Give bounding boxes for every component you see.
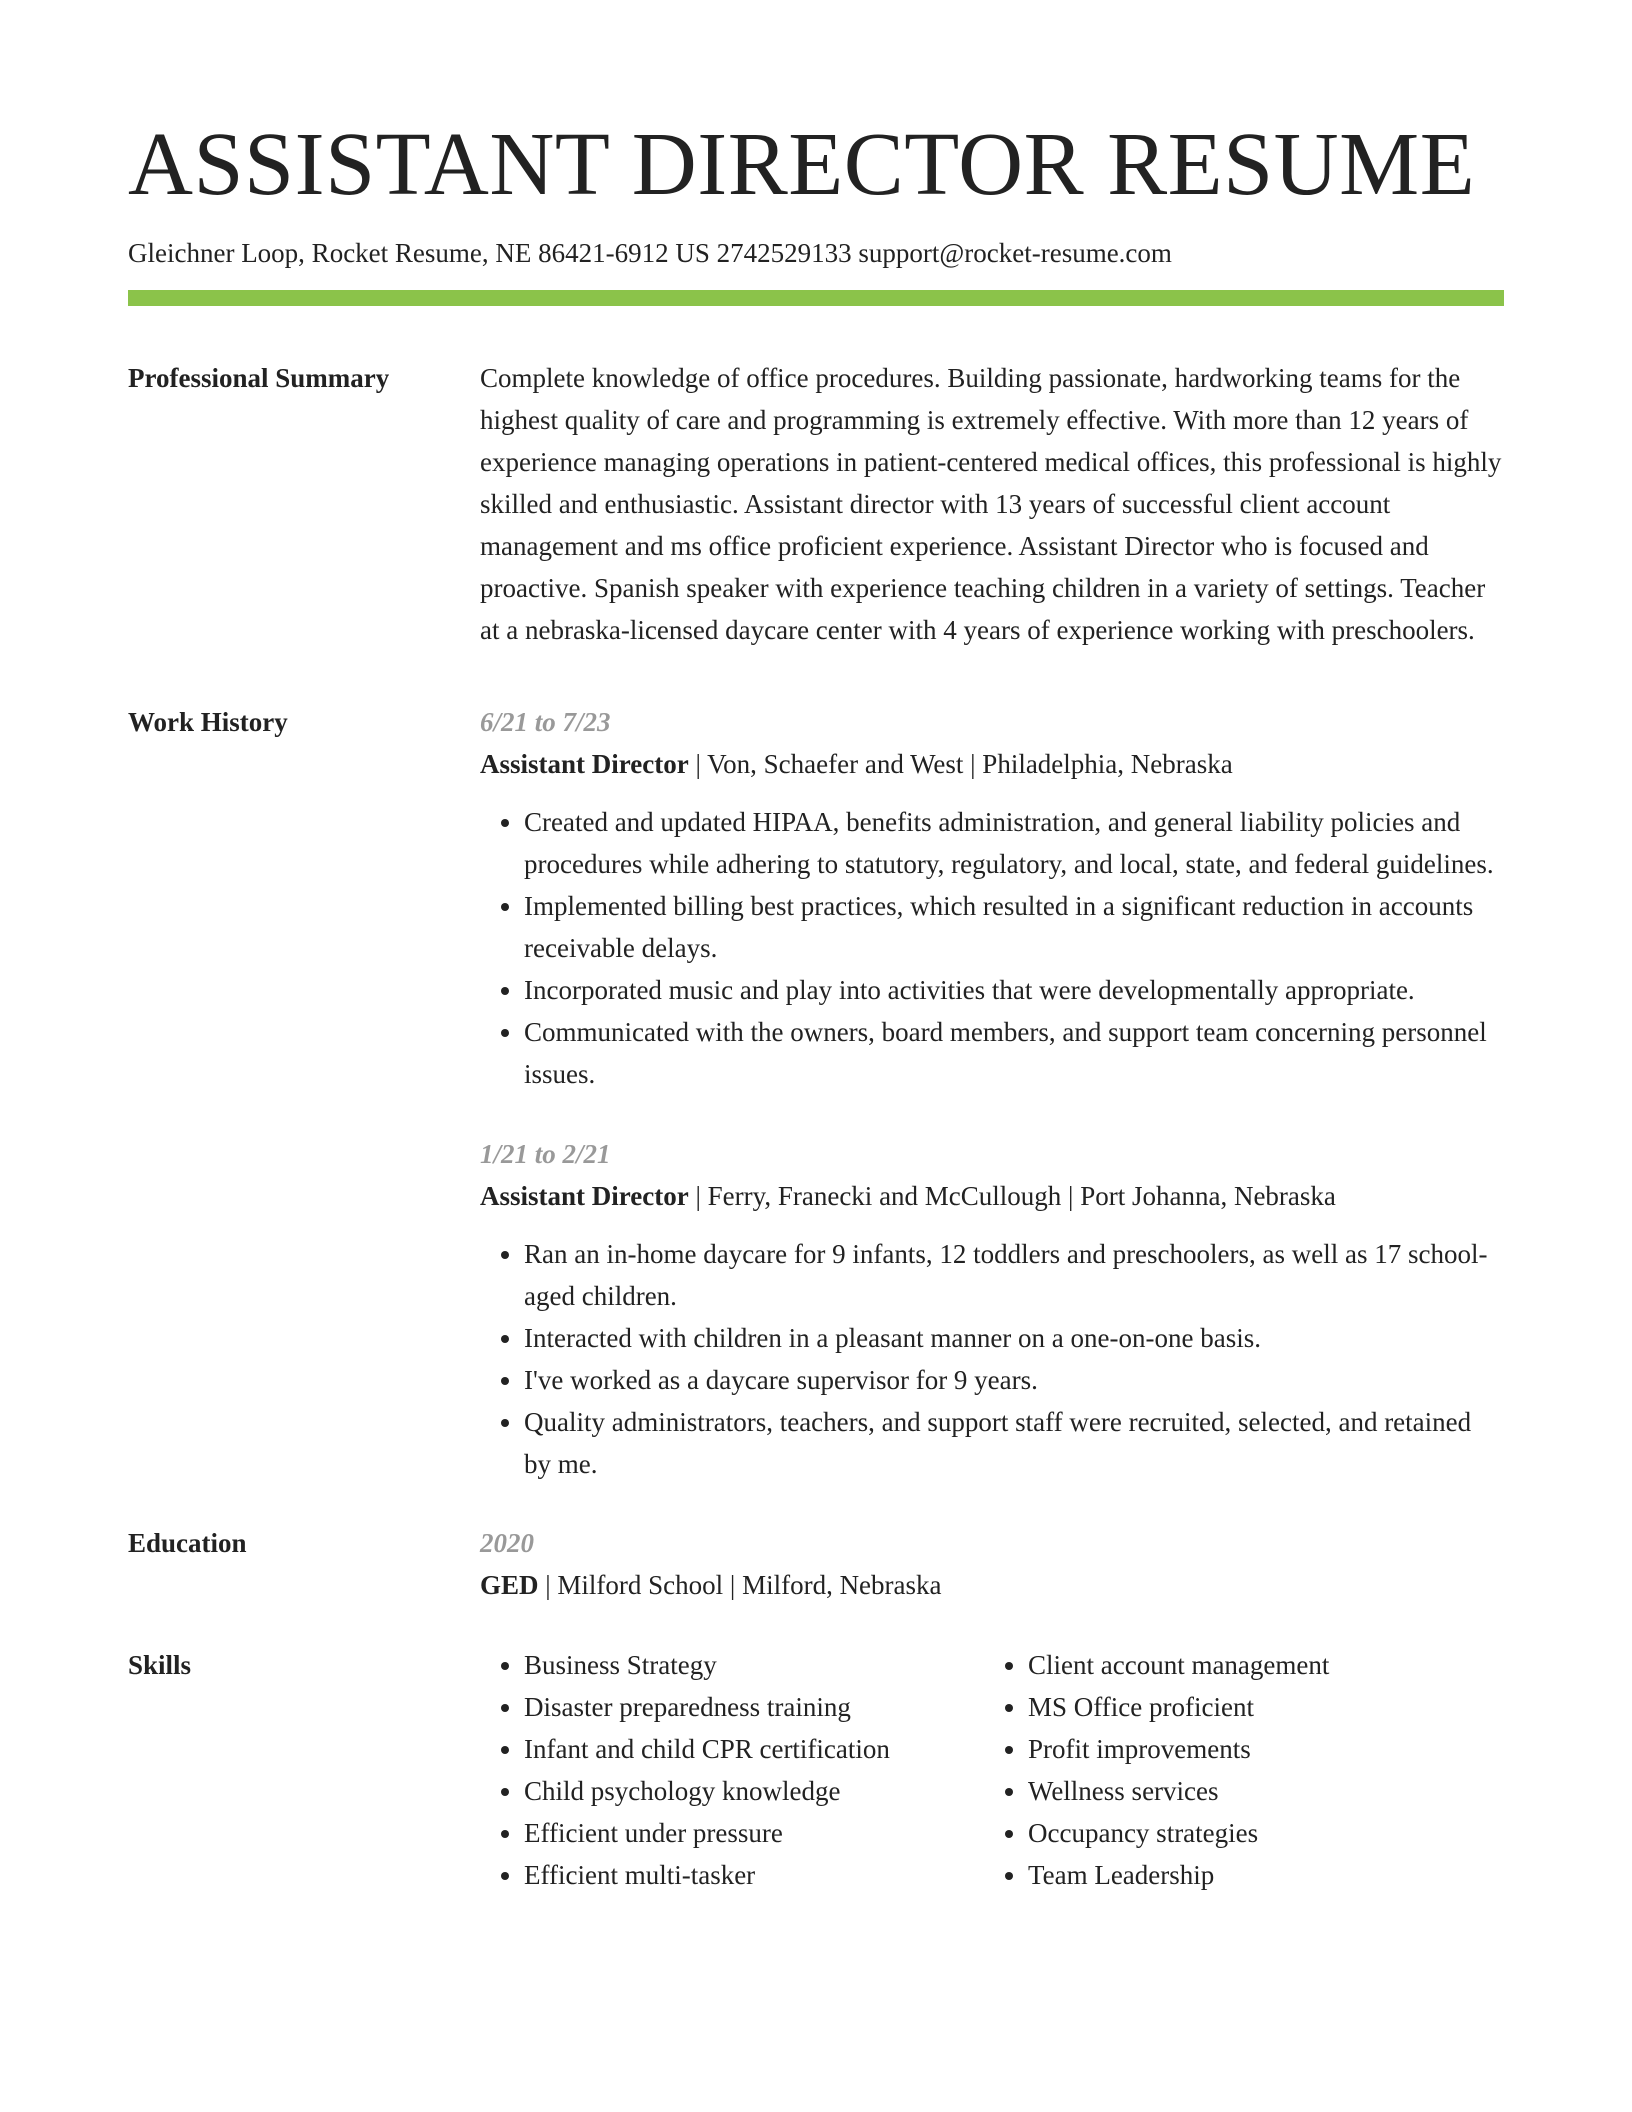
skill-item: • Team Leadership — [1028, 1854, 1488, 1896]
summary-heading: Professional Summary — [128, 363, 390, 393]
skill-item: • Child psychology knowledge — [524, 1770, 984, 1812]
skills-heading: Skills — [128, 1650, 192, 1680]
job-bullets — [480, 1233, 1504, 1485]
skill-item: • Occupancy strategies — [1028, 1812, 1488, 1854]
job-bullet: • Incorporated music and play into activities that were developmentally appropriate. — [524, 969, 1504, 1011]
job-bullet: • Communicated with the owners, board members, and support team concerning personnel issues. — [524, 1011, 1504, 1095]
job-details: | Ferry, Franecki and McCullough | Port Johanna, Nebraska — [688, 1181, 1336, 1211]
job-line — [480, 1175, 1504, 1217]
skill-item: • Disaster preparedness training — [524, 1686, 984, 1728]
education-details: | Milford School | Milford, Nebraska — [538, 1570, 942, 1600]
job-bullet: • Interacted with children in a pleasant manner on a one-on-one basis. — [524, 1317, 1504, 1359]
job-dates: 1/21 to 2/21 — [480, 1139, 611, 1169]
job-entry — [480, 701, 1504, 1095]
job-bullet: • I've worked as a daycare supervisor for 9 years. — [524, 1359, 1504, 1401]
education-line — [480, 1564, 1504, 1606]
skill-item: • Wellness services — [1028, 1770, 1488, 1812]
education-content — [480, 1522, 1504, 1606]
education-year: 2020 — [480, 1528, 534, 1558]
skills-section — [128, 1644, 1504, 1896]
summary-content — [480, 357, 1504, 651]
education-heading: Education — [128, 1528, 247, 1558]
skill-item: • Infant and child CPR certification — [524, 1728, 984, 1770]
work-history-section — [128, 701, 1504, 1485]
job-bullet: • Implemented billing best practices, which resulted in a significant reduction in accounts receivable delays. — [524, 885, 1504, 969]
job-entry — [480, 1133, 1504, 1485]
education-degree: GED — [480, 1570, 539, 1600]
skills-list-right — [984, 1644, 1488, 1896]
job-line — [480, 743, 1504, 785]
contact-line: Gleichner Loop, Rocket Resume, NE 86421-6912 US 2742529133 support@rocket-resume.com — [128, 238, 1172, 268]
resume-page — [128, 115, 1504, 1896]
skills-list-left — [480, 1644, 984, 1896]
job-title: Assistant Director — [480, 749, 689, 779]
job-bullets — [480, 801, 1504, 1095]
job-title: Assistant Director — [480, 1181, 689, 1211]
education-section — [128, 1522, 1504, 1606]
skill-item: • Profit improvements — [1028, 1728, 1488, 1770]
skill-item: • Client account management — [1028, 1644, 1488, 1686]
accent-divider — [128, 290, 1504, 306]
skill-item: • Efficient multi-tasker — [524, 1854, 984, 1896]
skill-item: • Business Strategy — [524, 1644, 984, 1686]
job-dates: 6/21 to 7/23 — [480, 707, 611, 737]
job-bullet: • Ran an in-home daycare for 9 infants, 12 toddlers and preschoolers, as well as 17 school-aged children. — [524, 1233, 1504, 1317]
summary-text: Complete knowledge of office procedures. Building passionate, hardworking teams for the highest quality of care and programming is extremely effective. With more than 12 years of experience managing operations in patient-centered medical offices, this professional is highly skilled and enthusiastic. Assistant director with 13 years of successful client account management and ms office proficient experience. Assistant Director who is focused and proactive. Spanish speaker with experience teaching children in a variety of settings. Teacher at a nebraska-licensed daycare center with 4 years of experience working with preschoolers. — [480, 363, 1502, 645]
job-bullet: • Quality administrators, teachers, and support staff were recruited, selected, and retained by me. — [524, 1401, 1504, 1485]
work-history-heading: Work History — [128, 707, 288, 737]
job-bullet: • Created and updated HIPAA, benefits administration, and general liability policies and procedures while adhering to statutory, regulatory, and local, state, and federal guidelines. — [524, 801, 1504, 885]
skills-grid — [480, 1644, 1504, 1896]
resume-title: ASSISTANT DIRECTOR RESUME — [128, 115, 1476, 214]
skill-item: • MS Office proficient — [1028, 1686, 1488, 1728]
summary-section — [128, 357, 1504, 651]
work-history-content — [480, 701, 1504, 1485]
skills-content — [480, 1644, 1504, 1896]
skill-item: • Efficient under pressure — [524, 1812, 984, 1854]
job-details: | Von, Schaefer and West | Philadelphia, Nebraska — [688, 749, 1233, 779]
